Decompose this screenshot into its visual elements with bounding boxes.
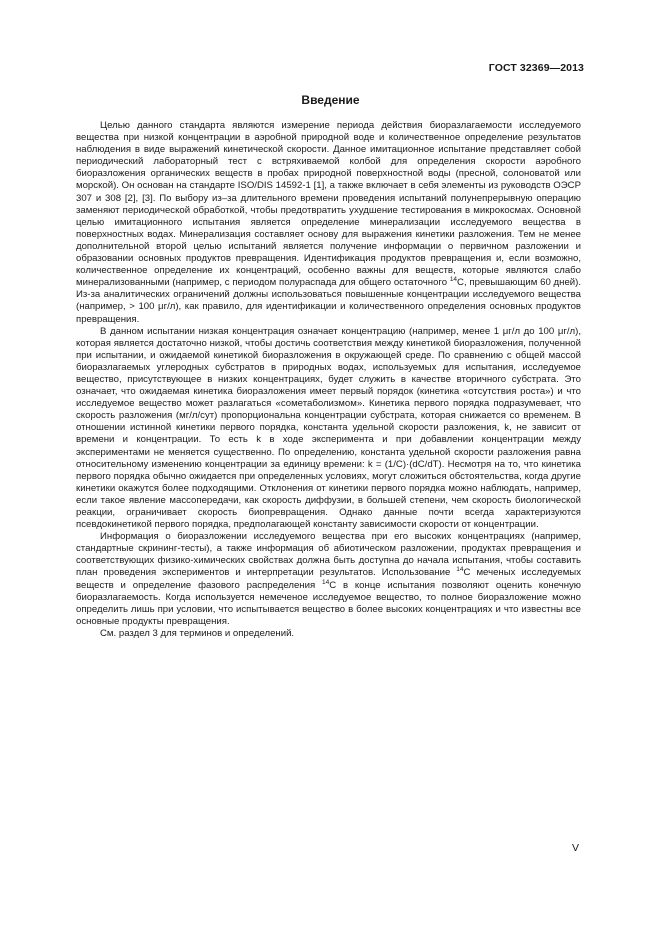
paragraph-3-part-1: Информация о биоразложении исследуемого вещества при его высоких концентрациях (например, стандартные скрининг-тесты), а также информация об абиотическом разложении, продуктах превращения и соответствующих физико-химических свойствах должна быть доступна до начала испытания, чтобы составить план проведения экспериментов и интерпретации результатов. Использование xyxy=(76,531,581,579)
page-number: V xyxy=(571,842,579,854)
paragraph-4: См. раздел 3 для терминов и определений. xyxy=(100,627,295,639)
isotope-superscript: 14 xyxy=(456,566,464,574)
paragraph-3-part-2: C меченых исследуемых веществ и определение фазового распределения xyxy=(76,567,581,591)
isotope-superscript: 14 xyxy=(449,276,458,284)
document-standard-number: ГОСТ 32369—2013 xyxy=(488,62,584,74)
paragraph-2: В данном испытании низкая концентрация означает концентрацию (например, менее 1 μг/л до 100 μг/л), которая является достаточно низкой, чтобы достичь соответствия между кинетикой биоразложения, полученной при испытании, и ожидаемой кинетикой биоразложения в окружающей среде. По сравнению с общей массой биоразлагаемых углеродных субстратов в природных водах, используемых для испытания, исследуемое вещество, присутствующее в низких концентрациях, будет служить в качестве вторичного субстрата. Это означает, что ожидаемая кинетика биоразложения имеет первый порядок (кинетика «отсутствия роста») и что исследуемое вещество может разлагаться «сометаболизмом». Кинетика первого порядка подразумевает, что скорость разложения (мг/л/сут) пропорциональна концентрации субстрата, которая снижается со временем. В отношении истинной кинетики первого порядка, константа удельной скорости разложения, k, не зависит от времени и концентрации. То есть k в ходе эксперимента и при добавлении концентрации между экспериментами не меняется существенно. По определению, константа удельной скорости разложения равна относительному изменению концентрации за единицу времени: k = (1/C)·(dC/dT). Несмотря на то, что кинетика первого порядка обычно ожидается при определенных условиях, могут сложиться обстоятельства, когда другие кинетики окажутся более подходящими. Отклонения от кинетики первого порядка можно наблюдать, например, если такое явление массопередачи, как скорость диффузии, в большей степени, чем скорость биологической реакции, ограничивает скорость биопревращения. Однако данные почти всегда характеризуются псевдокинетикой первого порядка, предполагающей константу зависимости скорости от концентрации. xyxy=(76,325,581,531)
body-text xyxy=(76,120,581,640)
section-title: Введение xyxy=(301,93,360,107)
isotope-superscript: 14 xyxy=(321,578,330,586)
paragraph-1-part-2: C, превышающим 60 дней). Из-за аналитических ограничений должны использоваться повышенные концентрации исследуемого вещества (например, > 100 μг/л), как правило, для идентификации и количественного определения основных продуктов превращения. xyxy=(76,277,581,325)
paragraph-1 xyxy=(76,120,581,326)
paragraph-3 xyxy=(76,531,581,628)
paragraph-3-part-3: C в конце испытания позволяют оценить конечную биоразлагаемость. Когда используется немеченое исследуемое вещество, то полное биоразложение можно определить лишь при условии, что испытывается вещество в более высоких концентрациях и что известны все основные продукты превращения. xyxy=(76,579,582,627)
paragraph-1-part-1: Целью данного стандарта являются измерение периода действия биоразлагаемости исследуемого вещества при низкой концентрации в аэробной природной воде и количественное определение результатов наблюдения в виде выражений кинетической скорости. Данное имитационное испытание представляет собой периодический лабораторный тест с встряхиваемой колбой для определения скорости аэробного биоразложения органических веществ в пробах природной поверхностной воды (пресной, солоноватой или морской). Он основан на стандарте ISO/DIS 14592-1 [1], а также включает в себя элементы из руководств ОЭСР 307 и 308 [2], [3]. По выбору из–за длительного времени проведения испытаний полунепрерывную операцию заменяют периодической обработкой, чтобы предотвратить ухудшение тестирования в микрокосмах. Основной целью имитационного испытания является определение минерализации исследуемого вещества в поверхностных водах. Минерализация составляет основу для выражения кинетики разложения. Тем не менее дополнительной второй целью испытаний является получение информации о первичном разложении и образовании основных продуктов превращения. Идентификация продуктов превращения и, если возможно, количественное определение их концентраций, особенно важны для веществ, которые являются слабо минерализованными (например, с периодом полураспада для общего остаточного xyxy=(76,120,581,289)
